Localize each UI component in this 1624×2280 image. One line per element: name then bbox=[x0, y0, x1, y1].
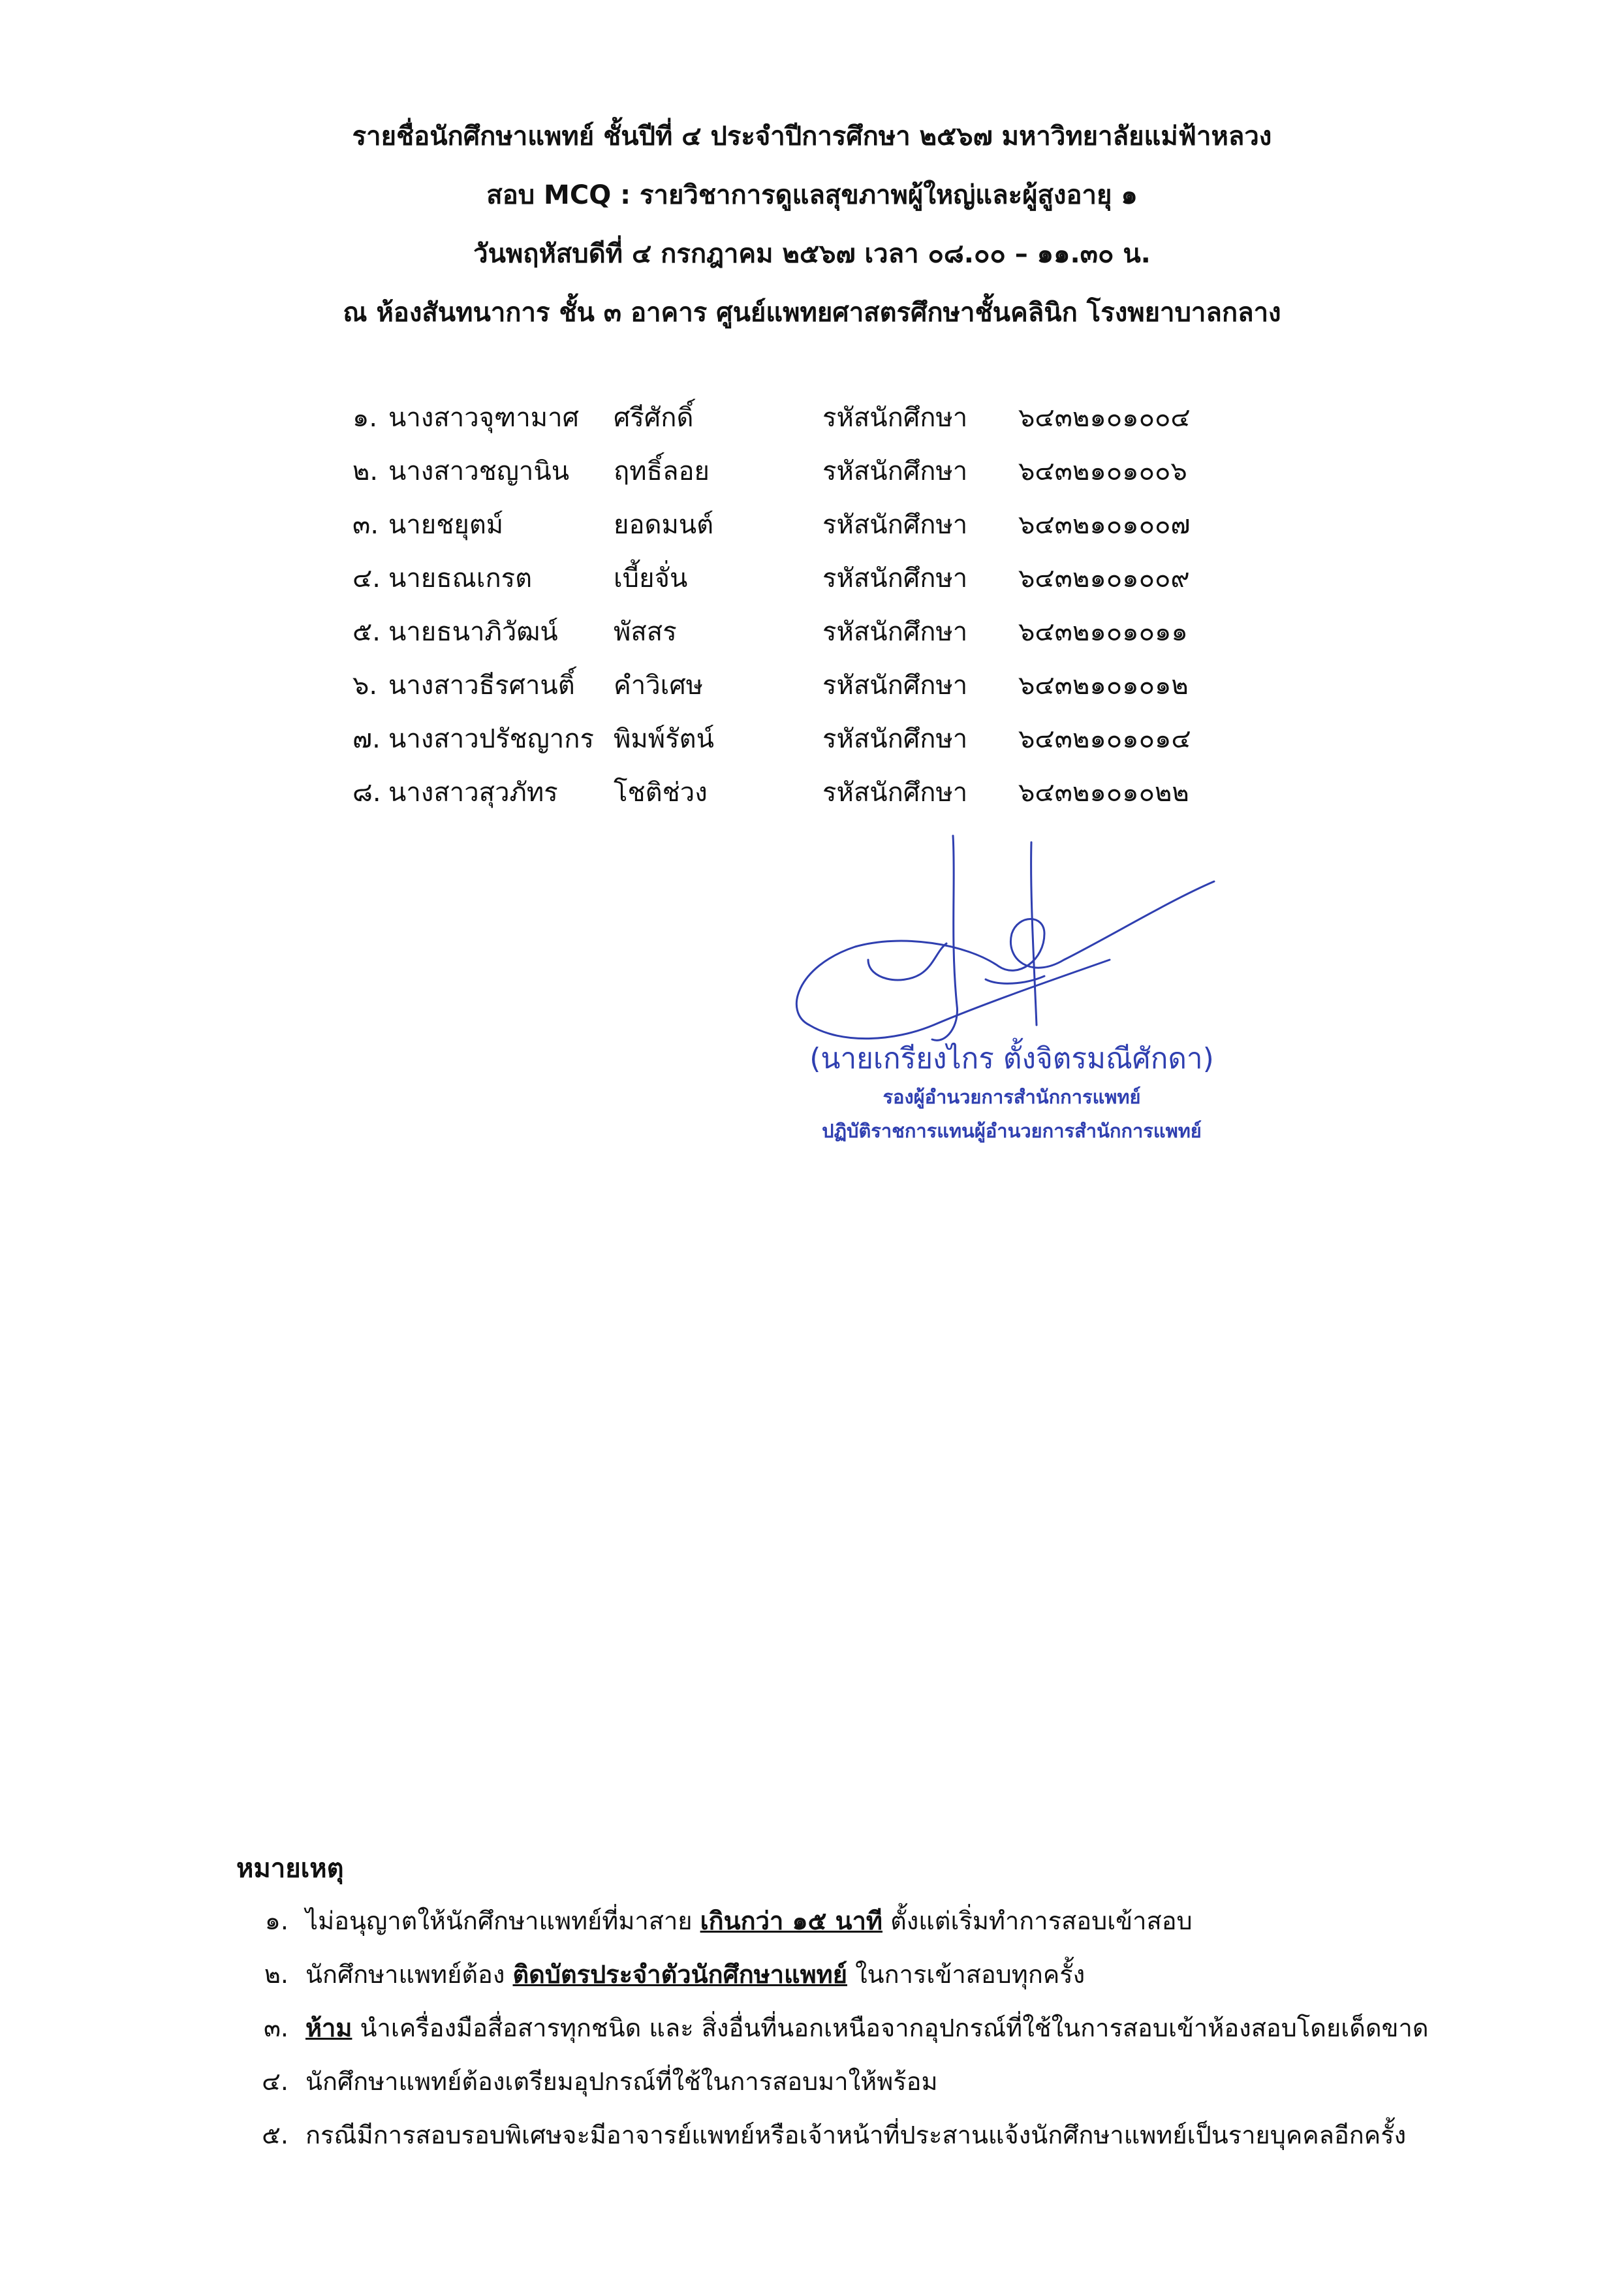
note-emphasis: ติดบัตรประจำตัวนักศึกษาแพทย์ bbox=[512, 1960, 847, 1989]
student-first-name: นางสาวจุฑามาศ bbox=[388, 403, 579, 433]
note-item bbox=[236, 1901, 1574, 1955]
student-id: ๖๔๓๒๑๐๑๐๑๑ bbox=[1018, 617, 1188, 647]
note-number: ๑. bbox=[264, 1907, 289, 1935]
student-last-name: พัสสร bbox=[614, 617, 677, 647]
student-first-name: นางสาวชญานิน bbox=[388, 456, 570, 486]
student-number: ๕. bbox=[352, 617, 381, 647]
header-location: ณ ห้องสันทนาการ ชั้น ๓ อาคาร ศูนย์แพทยศาสตรศึกษาชั้นคลินิก โรงพยาบาลกลาง bbox=[343, 298, 1281, 328]
student-number: ๑. bbox=[352, 403, 378, 433]
signatory-position: รองผู้อำนวยการสำนักการแพทย์ bbox=[882, 1086, 1141, 1108]
note-text: นักศึกษาแพทย์ต้องเตรียมอุปกรณ์ที่ใช้ในการสอบมาให้พร้อม bbox=[305, 2067, 938, 2096]
signature-stroke bbox=[932, 836, 958, 1040]
student-id: ๖๔๓๒๑๐๑๐๐๙ bbox=[1018, 563, 1190, 594]
student-last-name: โชติช่วง bbox=[614, 778, 708, 808]
student-id: ๖๔๓๒๑๐๑๐๐๗ bbox=[1018, 510, 1191, 540]
student-number: ๖. bbox=[352, 671, 378, 701]
note-number: ๕. bbox=[262, 2121, 289, 2149]
student-id: ๖๔๓๒๑๐๑๐๑๔ bbox=[1018, 724, 1191, 754]
student-last-name: เบี้ยจั่น bbox=[614, 563, 688, 594]
note-text: นักศึกษาแพทย์ต้อง bbox=[305, 1960, 513, 1989]
student-last-name: พิมพ์รัตน์ bbox=[614, 724, 714, 754]
student-id-label: รหัสนักศึกษา bbox=[822, 563, 968, 594]
document-header bbox=[0, 118, 1624, 353]
student-id-label: รหัสนักศึกษา bbox=[822, 456, 968, 486]
header-title: รายชื่อนักศึกษาแพทย์ ชั้นปีที่ ๔ ประจำปีการศึกษา ๒๕๖๗ มหาวิทยาลัยแม่ฟ้าหลวง bbox=[352, 121, 1272, 151]
signature-stroke bbox=[796, 881, 1214, 1025]
student-id-label: รหัสนักศึกษา bbox=[822, 778, 968, 808]
student-id-label: รหัสนักศึกษา bbox=[822, 510, 968, 540]
student-id: ๖๔๓๒๑๐๑๐๐๔ bbox=[1018, 403, 1191, 433]
note-item bbox=[236, 1955, 1574, 2008]
student-first-name: นายธณเกรต bbox=[388, 563, 533, 594]
header-subject: สอบ MCQ : รายวิชาการดูแลสุขภาพผู้ใหญ่และผู้สูงอายุ ๑ bbox=[486, 180, 1138, 210]
note-emphasis: เกินกว่า ๑๕ นาที bbox=[700, 1907, 882, 1935]
header-date-time: วันพฤหัสบดีที่ ๔ กรกฎาคม ๒๕๖๗ เวลา ๐๘.๐๐ – ๑๑.๓๐ น. bbox=[473, 239, 1151, 269]
note-item bbox=[236, 2062, 1574, 2115]
student-first-name: นายธนาภิวัฒน์ bbox=[388, 617, 558, 647]
student-number: ๔. bbox=[352, 563, 381, 594]
signatory-acting-position: ปฏิบัติราชการแทนผู้อำนวยการสำนักการแพทย์ bbox=[822, 1120, 1202, 1142]
student-first-name: นางสาวธีรศานติ์ bbox=[388, 671, 575, 701]
student-last-name: ฤทธิ์ลอย bbox=[614, 456, 710, 486]
student-id: ๖๔๓๒๑๐๑๐๐๖ bbox=[1018, 456, 1187, 486]
note-number: ๒. bbox=[264, 1960, 289, 1989]
note-text: กรณีมีการสอบรอบพิเศษจะมีอาจารย์แพทย์หรือเจ้าหน้าที่ประสานแจ้งนักศึกษาแพทย์เป็นรายบุคคลอีกครั้ง bbox=[305, 2121, 1407, 2149]
signature-stroke bbox=[868, 943, 946, 980]
student-first-name: นางสาวปรัชญากร bbox=[388, 724, 594, 754]
student-id-label: รหัสนักศึกษา bbox=[822, 724, 968, 754]
student-id-label: รหัสนักศึกษา bbox=[822, 617, 968, 647]
student-id-label: รหัสนักศึกษา bbox=[822, 403, 968, 433]
note-number: ๔. bbox=[262, 2067, 289, 2096]
student-id-label: รหัสนักศึกษา bbox=[822, 671, 968, 701]
student-last-name: ยอดมนต์ bbox=[614, 510, 714, 540]
note-item bbox=[236, 2008, 1574, 2062]
note-emphasis: ห้าม bbox=[305, 2014, 352, 2042]
signature-stroke bbox=[1031, 842, 1037, 1025]
student-number: ๒. bbox=[352, 456, 379, 486]
student-first-name: นายชยุตม์ bbox=[388, 510, 504, 540]
note-text-rest: ตั้งแต่เริ่มทำการสอบเข้าสอบ bbox=[882, 1907, 1193, 1935]
note-text: ไม่อนุญาตให้นักศึกษาแพทย์ที่มาสาย bbox=[305, 1907, 700, 1935]
student-last-name: ศรีศักดิ์ bbox=[614, 403, 694, 433]
signature-stroke bbox=[809, 960, 1110, 1039]
student-number: ๗. bbox=[352, 724, 381, 754]
signatory-name: (นายเกรียงไกร ตั้งจิตรมณีศักดา) bbox=[809, 1042, 1214, 1075]
notes-title: หมายเหตุ bbox=[236, 1854, 344, 1884]
student-number: ๓. bbox=[352, 510, 379, 540]
signature-block bbox=[731, 1038, 1292, 1148]
note-item bbox=[236, 2115, 1574, 2169]
note-text-rest: นำเครื่องมือสื่อสารทุกชนิด และ สิ่งอื่นที่นอกเหนือจากอุปกรณ์ที่ใช้ในการสอบเข้าห้องสอบโดยเด็ดขาด bbox=[352, 2014, 1429, 2042]
student-last-name: คำวิเศษ bbox=[614, 671, 704, 701]
student-id: ๖๔๓๒๑๐๑๐๑๒ bbox=[1018, 671, 1189, 701]
student-first-name: นางสาวสุวภัทร bbox=[388, 778, 558, 808]
note-text-rest: ในการเข้าสอบทุกครั้ง bbox=[847, 1960, 1085, 1989]
student-id: ๖๔๓๒๑๐๑๐๒๒ bbox=[1018, 778, 1189, 808]
note-number: ๓. bbox=[263, 2014, 289, 2042]
student-number: ๘. bbox=[352, 778, 381, 808]
notes-section bbox=[236, 1849, 1574, 2169]
signature-scribble bbox=[770, 829, 1240, 1051]
